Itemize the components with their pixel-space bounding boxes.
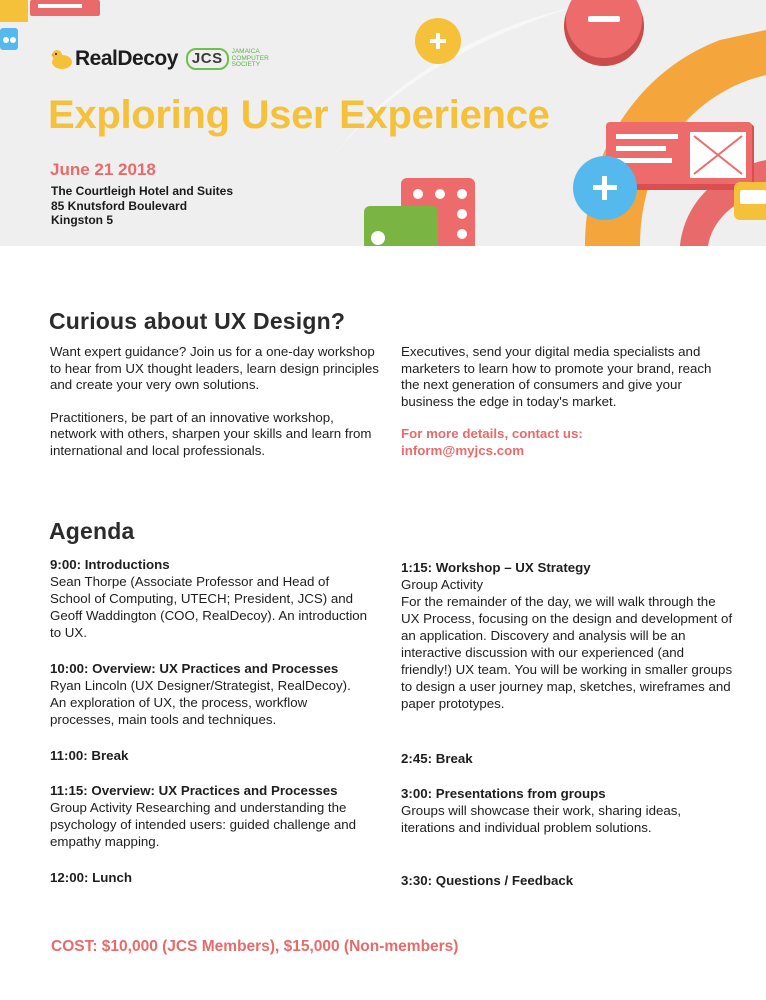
logo-row xyxy=(50,43,286,75)
minus-circle-icon xyxy=(564,0,644,66)
agenda-item xyxy=(50,782,372,850)
agenda-heading: Agenda xyxy=(49,518,135,544)
contact-email-link[interactable]: inform@myjcs.com xyxy=(401,442,525,458)
duck-icon xyxy=(50,49,72,69)
realdecoy-logo xyxy=(50,47,178,71)
plus-circle-yellow-icon xyxy=(415,18,461,64)
agenda-subtitle: Group Activity xyxy=(401,577,484,592)
jcs-badge: JCS xyxy=(186,48,229,70)
venue-line: 85 Knutsford Boulevard xyxy=(51,198,188,213)
agenda-item xyxy=(401,785,737,836)
event-title: Exploring User Experience xyxy=(48,93,550,137)
agenda-desc: Group Activity Researching and understanding the psychology of intended users: guided challenge and empathy mapping. xyxy=(50,800,357,849)
agenda-time: 3:30: Questions / Feedback xyxy=(401,873,574,888)
jcs-logo xyxy=(186,48,286,70)
agenda-desc: Sean Thorpe (Associate Professor and Head of School of Computing, UTECH; President, JCS) and Geoff Waddington (COO, RealDecoy). An introduction to UX. xyxy=(50,574,368,640)
intro-left-column xyxy=(50,344,382,459)
plus-circle-blue-icon xyxy=(573,156,637,220)
yellow-tile xyxy=(734,182,766,220)
agenda-time: 3:00: Presentations from groups xyxy=(401,786,606,801)
contact-label: For more details, contact us: xyxy=(401,426,583,441)
agenda-item xyxy=(50,869,372,886)
agenda-desc: For the remainder of the day, we will walk through the UX Process, focusing on the design and development of an application. Discovery and analysis will be an interactive discussion with our experienced (and friendly!) UX team. You will be working in smaller groups to design a user journey map, sketches, wireframes and paper prototypes. xyxy=(401,594,733,711)
event-venue xyxy=(51,184,233,228)
header-banner xyxy=(0,0,766,246)
agenda-desc: Groups will showcase their work, sharing ideas, iterations and individual problem solutions. xyxy=(401,803,682,835)
agenda-time: 9:00: Introductions xyxy=(50,557,170,572)
agenda-time: 11:15: Overview: UX Practices and Processes xyxy=(50,783,338,798)
realdecoy-wordmark: RealDecoy xyxy=(75,47,178,70)
agenda-time: 11:00: Break xyxy=(50,748,129,763)
intro-heading: Curious about UX Design? xyxy=(49,308,346,334)
intro-paragraph: Want expert guidance? Join us for a one-day workshop to hear from UX thought leaders, learn design principles and create your very own solutions. xyxy=(50,344,379,392)
agenda-item xyxy=(401,750,737,767)
green-block xyxy=(364,206,438,246)
intro-right-column xyxy=(401,344,731,459)
agenda-item xyxy=(401,872,737,889)
cost-line: COST: $10,000 (JCS Members), $15,000 (Non-members) xyxy=(51,938,459,955)
yellow-block xyxy=(0,0,28,22)
agenda-time: 1:15: Workshop – UX Strategy xyxy=(401,560,591,575)
agenda-time: 10:00: Overview: UX Practices and Processes xyxy=(50,661,339,676)
agenda-item xyxy=(50,660,365,728)
venue-line: The Courtleigh Hotel and Suites xyxy=(51,184,234,198)
agenda-time: 12:00: Lunch xyxy=(50,870,133,885)
intro-paragraph: Practitioners, be part of an innovative workshop, network with others, sharpen your skills and learn from international and local professionals. xyxy=(50,409,372,458)
agenda-item xyxy=(50,747,372,764)
event-date: June 21 2018 xyxy=(50,160,156,179)
intro-paragraph: Executives, send your digital media specialists and marketers to learn how to promote your brand, reach the next generation of consumers and give your business the edge in today's market. xyxy=(401,344,712,409)
agenda-time: 2:45: Break xyxy=(401,751,473,766)
agenda-desc: Ryan Lincoln (UX Designer/Strategist, RealDecoy). An exploration of UX, the process, workflow processes, main tools and techniques. xyxy=(50,678,351,727)
venue-line: Kingston 5 xyxy=(51,213,113,227)
jcs-name: JAMAICA COMPUTER SOCIETY xyxy=(231,48,269,69)
agenda-item xyxy=(50,556,372,641)
agenda-item xyxy=(401,559,737,712)
